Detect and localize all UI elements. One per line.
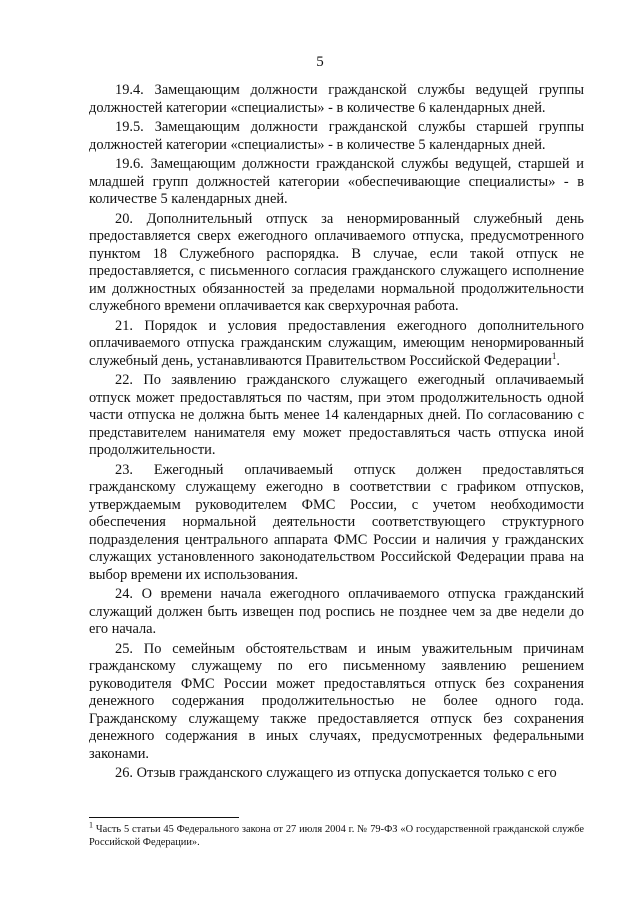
footnote-text: Часть 5 статьи 45 Федерального закона от 27 июля 2004 г. № 79-ФЗ «О государственной гражданской службе Российской Федерации». [89,824,584,848]
paragraph-22: 22. По заявлению гражданского служащего ежегодный оплачиваемый отпуск может предоставляться по частям, при этом продолжительность одной части отпуска не должна быть менее 14 календарных дней. По согласованию с представителем нанимателя ему может предоставляться часть отпуска иной продолжительности. [89,372,584,458]
footnote-reference: 1 [551,350,557,361]
paragraph-21-text: 21. Порядок и условия предоставления ежегодного дополнительного оплачиваемого отпуска гражданским служащим, имеющим ненормированный служебный день, устанавливаются Правительством Российской Федерации [89,317,584,369]
footnote-divider [89,817,239,818]
paragraph-20: 20. Дополнительный отпуск за ненормированный служебный день предоставляется сверх ежегодного оплачиваемого отпуска, предусмотренного пунктом 18 Служебного распорядка. В случае, если такой отпуск не предоставляется, с письменного согласия гражданского служащего исполнение им должностных обязанностей за пределами нормальной продолжительности служебного времени оплачивается как сверхурочная работа. [89,210,584,314]
footnote-mark: 1 [89,820,93,830]
footnote [89,820,584,849]
paragraph-19-4: 19.4. Замещающим должности гражданской службы ведущей группы должностей категории «специалисты» - в количестве 6 календарных дней. [89,82,584,116]
paragraph-21-end: . [556,352,560,369]
paragraph-23: 23. Ежегодный оплачиваемый отпуск должен предоставляться гражданскому служащему ежегодно в соответствии с графиком отпусков, утверждаемым руководителем ФМС России, с учетом необходимости обеспечения нормальной деятельности соответствующего структурного подразделения центрального аппарата ФМС России и наличия у гражданских служащих установленного законодательством Российской Федерации права на выбор времени их использования. [89,461,584,583]
body-text [89,82,584,785]
paragraph-25: 25. По семейным обстоятельствам и иным уважительным причинам гражданскому служащему по его письменному заявлению решением руководителя ФМС России может предоставляться отпуск без сохранения денежного содержания продолжительностью не более одного года. Гражданскому служащему также предоставляется отпуск без сохранения денежного содержания в иных случаях, предусмотренных федеральными законами. [89,640,584,762]
paragraph-19-6: 19.6. Замещающим должности гражданской службы ведущей, старшей и младшей групп должностей категории «обеспечивающие специалисты» - в количестве 5 календарных дней. [89,156,584,207]
paragraph-24: 24. О времени начала ежегодного оплачиваемого отпуска гражданский служащий должен быть извещен под роспись не позднее чем за две недели до его начала. [89,586,584,637]
paragraph-26: 26. Отзыв гражданского служащего из отпуска допускается только с его [115,765,557,781]
paragraph-21 [89,318,584,371]
page-number: 5 [316,54,324,70]
paragraph-19-5: 19.5. Замещающим должности гражданской службы старшей группы должностей категории «специалисты» - в количестве 5 календарных дней. [89,119,584,153]
